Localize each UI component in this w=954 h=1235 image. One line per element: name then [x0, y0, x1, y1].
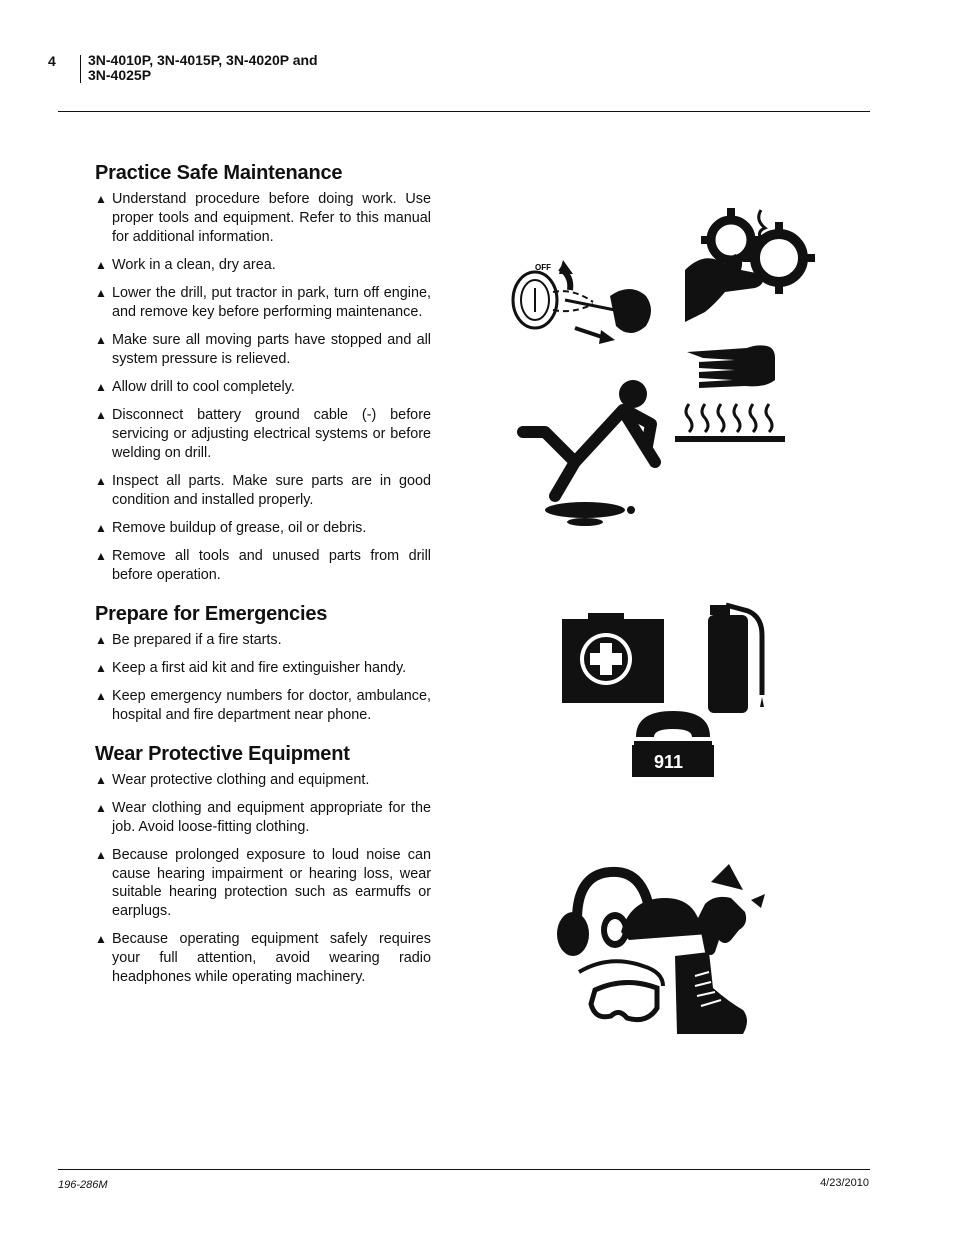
- model-title-line-1: 3N-4010P, 3N-4015P, 3N-4020P and: [88, 52, 318, 68]
- bullet-list: [95, 190, 431, 585]
- svg-text:OFF: OFF: [535, 263, 551, 272]
- list-item: ▲ Allow drill to cool completely.: [95, 378, 295, 395]
- list-item: ▲ Make sure all moving parts have stopped and all system pressure is relieved.: [95, 331, 431, 367]
- safety-goggles-icon: [579, 961, 663, 1019]
- list-item: ▲ Inspect all parts. Make sure parts are in good condition and installed properly.: [95, 472, 431, 508]
- list-item: ▲ Keep a first aid kit and fire extinguisher handy.: [95, 659, 407, 676]
- emergency-equipment-illustration: [560, 595, 775, 780]
- list-item: ▲ Because prolonged exposure to loud noise can cause hearing impairment or hearing loss, wear suitable hearing protection such as earmuffs or earplugs.: [95, 846, 431, 920]
- warning-triangle-icon: ▲: [95, 800, 107, 815]
- key-switch-icon: [513, 260, 651, 344]
- warning-triangle-icon: ▲: [95, 379, 107, 394]
- gear-hand-pinch-icon: [685, 208, 815, 322]
- maintenance-hazards-illustration: [505, 200, 815, 530]
- bullet-list: [95, 771, 431, 987]
- slip-hazard-icon: [523, 380, 655, 526]
- phone-911-icon: [632, 711, 714, 777]
- list-item: ▲ Remove all tools and unused parts from drill before operation.: [95, 548, 431, 583]
- page-header: [0, 0, 954, 112]
- list-item: ▲ Because operating equipment safely requires your full attention, avoid wearing radio headphones while operating machinery.: [95, 931, 431, 985]
- warning-triangle-icon: ▲: [95, 689, 107, 704]
- warning-triangle-icon: ▲: [95, 473, 107, 488]
- fire-extinguisher-icon: [708, 605, 764, 713]
- document-number: 196-286M: [58, 1179, 108, 1191]
- warning-triangle-icon: ▲: [95, 520, 107, 535]
- warning-triangle-icon: ▲: [95, 932, 107, 947]
- warning-triangle-icon: ▲: [95, 332, 107, 347]
- section-title: Practice Safe Maintenance: [95, 162, 343, 184]
- list-item: ▲ Wear protective clothing and equipment.: [95, 771, 370, 788]
- warning-triangle-icon: ▲: [95, 847, 107, 862]
- section-safe-maintenance: [95, 160, 431, 585]
- list-item: ▲ Understand procedure before doing work. Use proper tools and equipment. Refer to this manual for additional information.: [95, 191, 431, 245]
- main-text-column: [95, 160, 431, 1003]
- footer-rule: [58, 1169, 870, 1170]
- document-date: 4/23/2010: [820, 1177, 869, 1189]
- list-item: ▲ Work in a clean, dry area.: [95, 256, 276, 273]
- protective-gear-illustration: [555, 860, 775, 1045]
- warning-triangle-icon: ▲: [95, 408, 107, 423]
- bullet-list: [95, 631, 431, 725]
- warning-triangle-icon: ▲: [95, 632, 107, 647]
- page-number: 4: [48, 53, 56, 69]
- section-title: Prepare for Emergencies: [95, 602, 328, 625]
- warning-triangle-icon: ▲: [95, 285, 107, 300]
- list-item: ▲ Disconnect battery ground cable (-) before servicing or adjusting electrical systems or before welding on drill.: [95, 407, 431, 461]
- section-protective-equipment: [95, 741, 431, 987]
- list-item: ▲ Remove buildup of grease, oil or debris.: [95, 519, 367, 536]
- hard-hat-icon: [621, 898, 709, 940]
- section-title: Wear Protective Equipment: [95, 742, 350, 765]
- model-title-line-2: 3N-4025P: [88, 67, 152, 83]
- section-emergencies: [95, 601, 431, 725]
- list-item: ▲ Be prepared if a fire starts.: [95, 631, 282, 648]
- warning-triangle-icon: ▲: [95, 660, 107, 675]
- gloves-icon: [693, 864, 765, 955]
- model-title: [88, 53, 318, 83]
- list-item: ▲ Wear clothing and equipment appropriate for the job. Avoid loose-fitting clothing.: [95, 799, 431, 835]
- svg-text:911: 911: [654, 752, 684, 772]
- list-item: ▲ Lower the drill, put tractor in park, turn off engine, and remove key before performing maintenance.: [95, 284, 431, 320]
- warning-triangle-icon: ▲: [95, 549, 107, 564]
- warning-triangle-icon: ▲: [95, 192, 107, 206]
- first-aid-kit-icon: [562, 613, 664, 703]
- header-divider: [80, 55, 81, 83]
- warning-triangle-icon: ▲: [95, 772, 107, 787]
- header-rule: [58, 111, 870, 112]
- list-item: ▲ Keep emergency numbers for doctor, ambulance, hospital and fire department near phone.: [95, 688, 431, 723]
- warning-triangle-icon: ▲: [95, 257, 107, 272]
- work-boot-icon: [675, 952, 747, 1034]
- hot-surface-icon: [675, 345, 785, 442]
